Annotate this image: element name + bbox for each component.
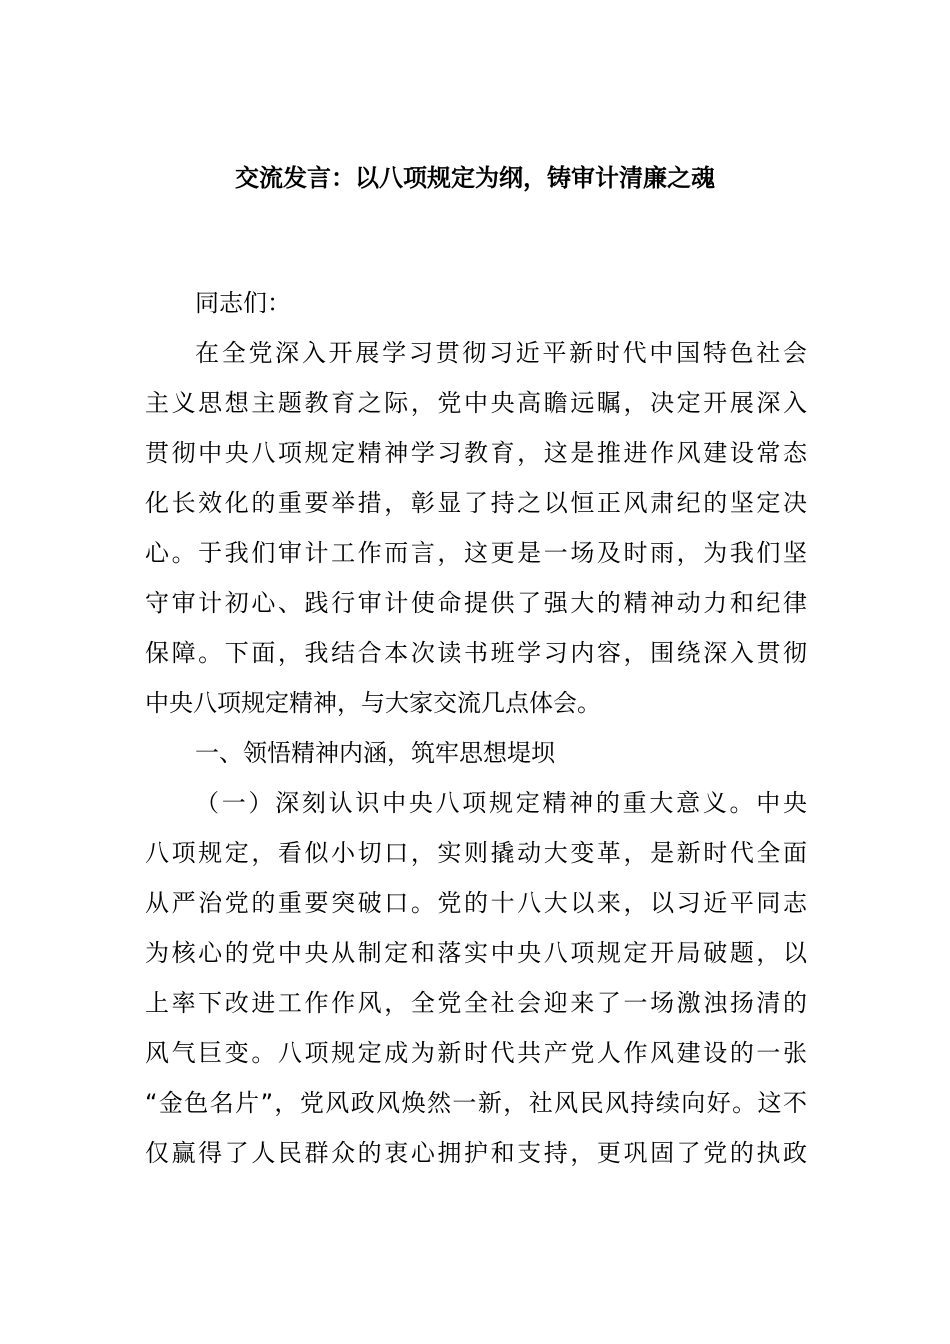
paragraph-line: “金色名片”，党风政风焕然一新，社风民风持续向好。这不 [145,1089,807,1117]
salutation: 同志们： [195,289,291,317]
paragraph-line: 八项规定，看似小切口，实则撬动大变革，是新时代全面 [145,839,807,867]
paragraph-line: 心。于我们审计工作而言，这更是一场及时雨，为我们坚 [145,539,807,567]
paragraph-line: 为核心的党中央从制定和落实中央八项规定开局破题，以 [145,939,807,967]
paragraph-line: 上率下改进工作作风，全党全社会迎来了一场激浊扬清的 [145,989,807,1017]
paragraph-line: 守审计初心、践行审计使命提供了强大的精神动力和纪律 [145,589,807,617]
paragraph-line: 风气巨变。八项规定成为新时代共产党人作风建设的一张 [145,1039,807,1067]
paragraph-line: 保障。下面，我结合本次读书班学习内容，围绕深入贯彻 [145,639,807,667]
paragraph-line: 贯彻中央八项规定精神学习教育，这是推进作风建设常态 [145,439,807,467]
paragraph-line: 主义思想主题教育之际，党中央高瞻远瞩，决定开展深入 [145,389,807,417]
paragraph-line: （一）深刻认识中央八项规定精神的重大意义。中央 [195,789,807,817]
section-heading: 一、领悟精神内涵，筑牢思想堤坝 [195,739,555,767]
paragraph-line: 化长效化的重要举措，彰显了持之以恒正风肃纪的坚定决 [145,489,807,517]
paragraph-line: 从严治党的重要突破口。党的十八大以来，以习近平同志 [145,889,807,917]
paragraph-line: 中央八项规定精神，与大家交流几点体会。 [145,689,601,717]
document-title: 交流发言：以八项规定为纲，铸审计清廉之魂 [235,164,715,192]
paragraph-line: 在全党深入开展学习贯彻习近平新时代中国特色社会 [195,339,807,367]
paragraph-line: 仅赢得了人民群众的衷心拥护和支持，更巩固了党的执政 [145,1139,807,1167]
